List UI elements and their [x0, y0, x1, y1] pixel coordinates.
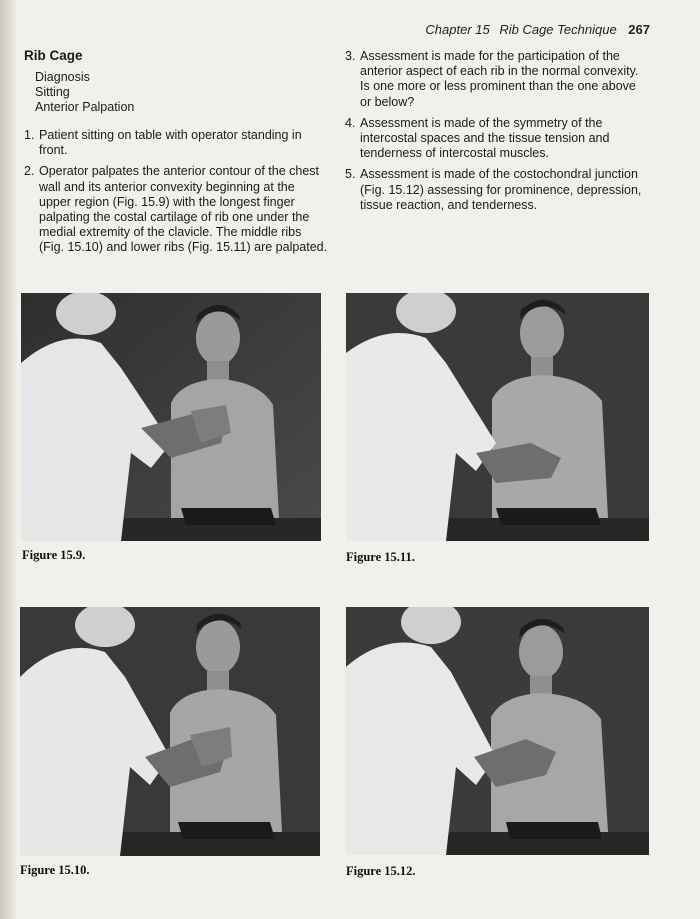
step-item	[24, 164, 329, 255]
step-item	[345, 49, 650, 110]
figure-15-10-caption: Figure 15.10.	[20, 863, 90, 877]
figure-15-11-photo	[346, 293, 649, 541]
step-number: 5.	[345, 167, 356, 182]
step-item	[345, 116, 650, 162]
photo-illustration	[346, 293, 649, 541]
page-number: 267	[628, 22, 650, 37]
step-text: Patient sitting on table with operator standing in front.	[39, 128, 302, 158]
subhead-sitting: Sitting	[35, 85, 70, 99]
step-text: Assessment is made of the costochondral junction (Fig. 15.12) assessing for prominence, depression, tissue reaction, and tenderness.	[360, 167, 642, 212]
step-text: Assessment is made of the symmetry of the intercostal spaces and the tissue tension and tenderness of intercostal muscles.	[360, 115, 610, 161]
chapter-label: Chapter 15	[425, 22, 490, 37]
step-text: Operator palpates the anterior contour of the chest wall and its anterior convexity beginning at the upper region (Fig. 15.9) with the longest finger palpating the costal cartilage of rib one under the medial extremity of the clavicle. The middle ribs (Fig. 15.10) and lower ribs (Fig. 15.11) are palpated.	[39, 164, 328, 255]
page-gutter-shadow	[0, 0, 18, 919]
chapter-title: Rib Cage Technique	[499, 22, 617, 37]
running-head	[425, 22, 650, 37]
figure-15-9-photo	[21, 293, 321, 541]
right-column	[345, 49, 650, 219]
figure-15-10-photo	[20, 607, 320, 856]
left-column	[24, 48, 329, 262]
step-item	[345, 167, 650, 213]
step-number: 2.	[24, 164, 35, 179]
section-title: Rib Cage	[24, 48, 83, 63]
step-number: 1.	[24, 128, 35, 142]
step-number: 4.	[345, 115, 356, 130]
step-list-right	[345, 49, 650, 213]
subhead-diagnosis: Diagnosis	[35, 70, 90, 84]
photo-illustration	[346, 607, 649, 855]
step-item	[24, 128, 329, 158]
photo-illustration	[20, 607, 320, 856]
photo-illustration	[21, 293, 321, 541]
figure-15-11-caption: Figure 15.11.	[346, 550, 415, 564]
figure-15-12-caption: Figure 15.12.	[346, 864, 416, 878]
step-list-left	[24, 128, 329, 256]
step-text: Assessment is made for the participation of the anterior aspect of each rib in the normal convexity. Is one more or less prominent than the one above or below?	[360, 49, 639, 109]
figure-15-9-caption: Figure 15.9.	[22, 548, 86, 562]
step-number: 3.	[345, 49, 356, 63]
figure-15-12-photo	[346, 607, 649, 855]
subhead-anterior-palpation: Anterior Palpation	[35, 100, 135, 114]
